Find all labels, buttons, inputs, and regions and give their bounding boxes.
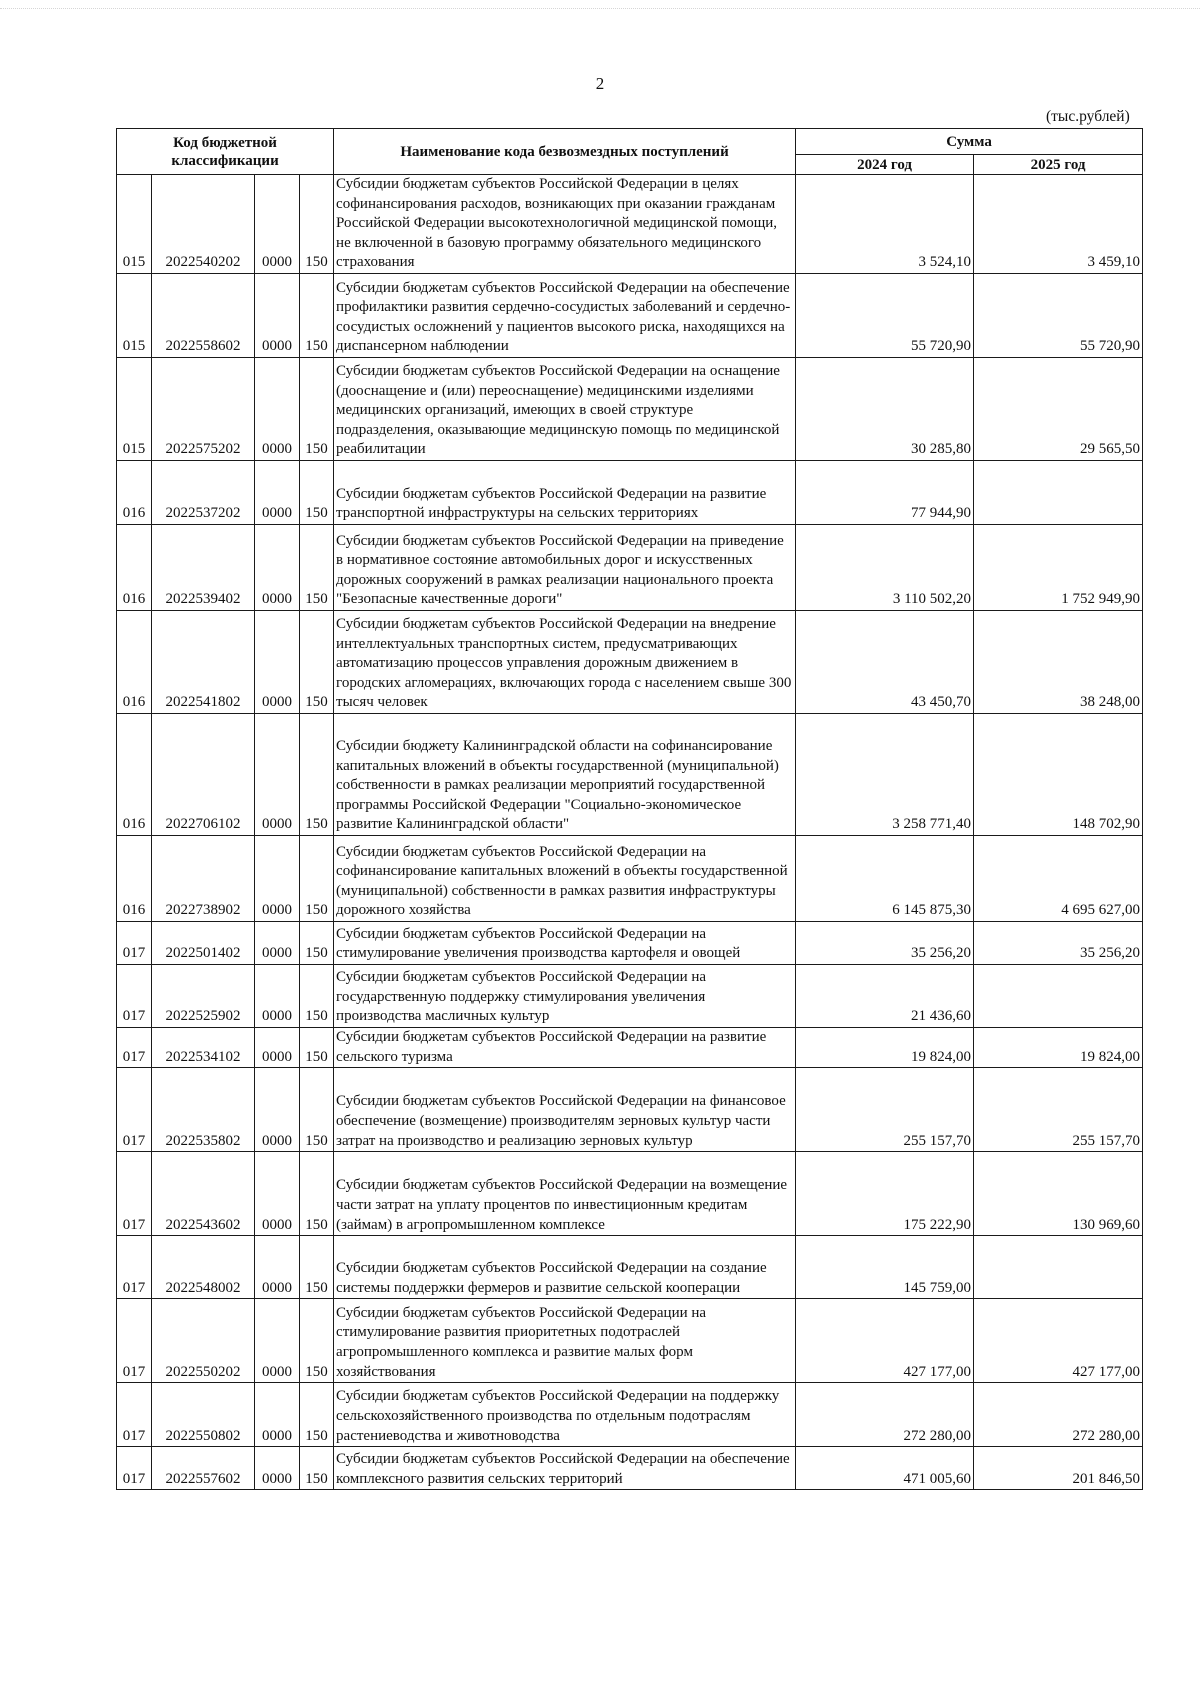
program-code-cell: 0000	[255, 1027, 300, 1067]
admin-code-cell: 015	[117, 357, 152, 460]
description-cell: Субсидии бюджетам субъектов Российской Федерации на софинансирование капитальных вложений в объекты государственной (муниципальной) собственности в рамках развития инфраструктуры дорожного хозяйства	[334, 835, 796, 921]
table-row	[117, 1236, 1143, 1299]
description-cell: Субсидии бюджетам субъектов Российской Федерации на стимулирование увеличения производства картофеля и овощей	[334, 921, 796, 964]
budget-code-cell: 2022550802	[152, 1383, 255, 1447]
header-year-2025: 2025 год	[974, 155, 1143, 175]
admin-code-cell: 017	[117, 1299, 152, 1383]
program-code-cell: 0000	[255, 1383, 300, 1447]
sum-2025-cell: 4 695 627,00	[974, 835, 1143, 921]
sum-2024-cell: 21 436,60	[796, 964, 974, 1027]
sum-2024-cell: 35 256,20	[796, 921, 974, 964]
program-code-cell: 0000	[255, 921, 300, 964]
budget-code-cell: 2022543602	[152, 1152, 255, 1236]
sum-2025-cell: 201 846,50	[974, 1447, 1143, 1490]
program-code-cell: 0000	[255, 964, 300, 1027]
description-cell: Субсидии бюджету Калининградской области на софинансирование капитальных вложений в объекты государственной (муниципальной) собственности в рамках реализации мероприятий государственной программы Российской Федерации "Социально-экономическое развитие Калининградской области"	[334, 713, 796, 835]
budget-code-cell: 2022539402	[152, 524, 255, 610]
program-code-cell: 0000	[255, 175, 300, 274]
budget-code-cell: 2022537202	[152, 460, 255, 524]
description-cell: Субсидии бюджетам субъектов Российской Федерации на развитие транспортной инфраструктуры на сельских территориях	[334, 460, 796, 524]
table-body	[117, 175, 1143, 1490]
program-code-cell: 0000	[255, 713, 300, 835]
header-sum: Сумма	[796, 129, 1143, 155]
sum-2024-cell: 175 222,90	[796, 1152, 974, 1236]
econ-code-cell: 150	[300, 610, 334, 713]
econ-code-cell: 150	[300, 964, 334, 1027]
econ-code-cell: 150	[300, 1152, 334, 1236]
description-cell: Субсидии бюджетам субъектов Российской Федерации на внедрение интеллектуальных транспортных систем, предусматривающих автоматизацию процессов управления дорожным движением в городских агломерациях, включающих города с населением свыше 300 тысяч человек	[334, 610, 796, 713]
admin-code-cell: 017	[117, 1447, 152, 1490]
econ-code-cell: 150	[300, 175, 334, 274]
budget-code-cell: 2022557602	[152, 1447, 255, 1490]
econ-code-cell: 150	[300, 1447, 334, 1490]
table-row	[117, 524, 1143, 610]
admin-code-cell: 017	[117, 1152, 152, 1236]
program-code-cell: 0000	[255, 1152, 300, 1236]
econ-code-cell: 150	[300, 1068, 334, 1152]
table-row	[117, 460, 1143, 524]
table-row	[117, 357, 1143, 460]
table-row	[117, 1383, 1143, 1447]
econ-code-cell: 150	[300, 1299, 334, 1383]
header-code-group: Код бюджетной классификации	[117, 129, 334, 175]
sum-2025-cell: 3 459,10	[974, 175, 1143, 274]
table-row	[117, 610, 1143, 713]
program-code-cell: 0000	[255, 524, 300, 610]
program-code-cell: 0000	[255, 1299, 300, 1383]
admin-code-cell: 015	[117, 175, 152, 274]
admin-code-cell: 017	[117, 921, 152, 964]
econ-code-cell: 150	[300, 835, 334, 921]
sum-2025-cell: 272 280,00	[974, 1383, 1143, 1447]
sum-2025-cell: 19 824,00	[974, 1027, 1143, 1067]
admin-code-cell: 017	[117, 1068, 152, 1152]
admin-code-cell: 015	[117, 273, 152, 357]
admin-code-cell: 017	[117, 1027, 152, 1067]
description-cell: Субсидии бюджетам субъектов Российской Федерации на создание системы поддержки фермеров и развитие сельской кооперации	[334, 1236, 796, 1299]
description-cell: Субсидии бюджетам субъектов Российской Федерации на государственную поддержку стимулирования увеличения производства масличных культур	[334, 964, 796, 1027]
description-cell: Субсидии бюджетам субъектов Российской Федерации на оснащение (дооснащение и (или) переоснащение) медицинскими изделиями медицинских организаций, имеющих в своей структуре подразделения, оказывающие медицинскую помощь по медицинской реабилитации	[334, 357, 796, 460]
sum-2025-cell	[974, 1236, 1143, 1299]
header-year-2024: 2024 год	[796, 155, 974, 175]
sum-2025-cell: 1 752 949,90	[974, 524, 1143, 610]
description-cell: Субсидии бюджетам субъектов Российской Федерации на приведение в нормативное состояние автомобильных дорог и искусственных дорожных сооружений в рамках реализации национального проекта "Безопасные качественные дороги"	[334, 524, 796, 610]
description-cell: Субсидии бюджетам субъектов Российской Федерации на поддержку сельскохозяйственного производства по отдельным подотраслям растениеводства и животноводства	[334, 1383, 796, 1447]
budget-code-cell: 2022706102	[152, 713, 255, 835]
sum-2024-cell: 77 944,90	[796, 460, 974, 524]
econ-code-cell: 150	[300, 273, 334, 357]
sum-2025-cell: 55 720,90	[974, 273, 1143, 357]
budget-code-cell: 2022540202	[152, 175, 255, 274]
description-cell: Субсидии бюджетам субъектов Российской Федерации на развитие сельского туризма	[334, 1027, 796, 1067]
description-cell: Субсидии бюджетам субъектов Российской Федерации на финансовое обеспечение (возмещение) производителям зерновых культур части затрат на производство и реализацию зерновых культур	[334, 1068, 796, 1152]
description-cell: Субсидии бюджетам субъектов Российской Федерации на обеспечение профилактики развития сердечно-сосудистых заболеваний и сердечно-сосудистых осложнений у пациентов высокого риска, находящихся на диспансерном наблюдении	[334, 273, 796, 357]
budget-code-cell: 2022558602	[152, 273, 255, 357]
table-row	[117, 964, 1143, 1027]
page-number: 2	[595, 74, 605, 93]
sum-2025-cell: 427 177,00	[974, 1299, 1143, 1383]
table-row	[117, 921, 1143, 964]
budget-code-cell: 2022575202	[152, 357, 255, 460]
econ-code-cell: 150	[300, 1236, 334, 1299]
program-code-cell: 0000	[255, 357, 300, 460]
table-row	[117, 713, 1143, 835]
sum-2025-cell: 130 969,60	[974, 1152, 1143, 1236]
table-row	[117, 1299, 1143, 1383]
sum-2024-cell: 43 450,70	[796, 610, 974, 713]
econ-code-cell: 150	[300, 357, 334, 460]
econ-code-cell: 150	[300, 524, 334, 610]
units-label: (тыс.рублей)	[1046, 108, 1130, 125]
admin-code-cell: 016	[117, 460, 152, 524]
program-code-cell: 0000	[255, 460, 300, 524]
program-code-cell: 0000	[255, 610, 300, 713]
sum-2024-cell: 145 759,00	[796, 1236, 974, 1299]
budget-code-cell: 2022525902	[152, 964, 255, 1027]
admin-code-cell: 016	[117, 713, 152, 835]
program-code-cell: 0000	[255, 1447, 300, 1490]
admin-code-cell: 016	[117, 835, 152, 921]
description-cell: Субсидии бюджетам субъектов Российской Федерации на стимулирование развития приоритетных подотраслей агропромышленного комплекса и развитие малых форм хозяйствования	[334, 1299, 796, 1383]
econ-code-cell: 150	[300, 460, 334, 524]
table-row	[117, 835, 1143, 921]
table-row	[117, 1068, 1143, 1152]
sum-2024-cell: 3 110 502,20	[796, 524, 974, 610]
econ-code-cell: 150	[300, 921, 334, 964]
sum-2025-cell: 38 248,00	[974, 610, 1143, 713]
budget-table	[116, 128, 1143, 1490]
sum-2024-cell: 272 280,00	[796, 1383, 974, 1447]
table-row	[117, 1447, 1143, 1490]
sum-2025-cell: 148 702,90	[974, 713, 1143, 835]
admin-code-cell: 017	[117, 964, 152, 1027]
table-row	[117, 1152, 1143, 1236]
budget-code-cell: 2022548002	[152, 1236, 255, 1299]
description-cell: Субсидии бюджетам субъектов Российской Федерации на обеспечение комплексного развития сельских территорий	[334, 1447, 796, 1490]
program-code-cell: 0000	[255, 273, 300, 357]
sum-2025-cell: 35 256,20	[974, 921, 1143, 964]
table-row	[117, 273, 1143, 357]
sum-2024-cell: 3 524,10	[796, 175, 974, 274]
sum-2025-cell	[974, 964, 1143, 1027]
budget-code-cell: 2022501402	[152, 921, 255, 964]
sum-2024-cell: 55 720,90	[796, 273, 974, 357]
program-code-cell: 0000	[255, 835, 300, 921]
sum-2024-cell: 427 177,00	[796, 1299, 974, 1383]
sum-2024-cell: 6 145 875,30	[796, 835, 974, 921]
sum-2025-cell	[974, 460, 1143, 524]
budget-code-cell: 2022738902	[152, 835, 255, 921]
sum-2024-cell: 19 824,00	[796, 1027, 974, 1067]
budget-code-cell: 2022550202	[152, 1299, 255, 1383]
header-name: Наименование кода безвозмездных поступлений	[334, 129, 796, 175]
admin-code-cell: 016	[117, 524, 152, 610]
sum-2025-cell: 255 157,70	[974, 1068, 1143, 1152]
sum-2025-cell: 29 565,50	[974, 357, 1143, 460]
sum-2024-cell: 471 005,60	[796, 1447, 974, 1490]
scan-noise-line	[0, 8, 1200, 15]
program-code-cell: 0000	[255, 1068, 300, 1152]
sum-2024-cell: 255 157,70	[796, 1068, 974, 1152]
econ-code-cell: 150	[300, 1383, 334, 1447]
budget-code-cell: 2022541802	[152, 610, 255, 713]
budget-code-cell: 2022534102	[152, 1027, 255, 1067]
sum-2024-cell: 30 285,80	[796, 357, 974, 460]
description-cell: Субсидии бюджетам субъектов Российской Федерации на возмещение части затрат на уплату процентов по инвестиционным кредитам (займам) в агропромышленном комплексе	[334, 1152, 796, 1236]
admin-code-cell: 017	[117, 1383, 152, 1447]
econ-code-cell: 150	[300, 713, 334, 835]
description-cell: Субсидии бюджетам субъектов Российской Федерации в целях софинансирования расходов, возникающих при оказании гражданам Российской Федерации высокотехнологичной медицинской помощи, не включенной в базовую программу обязательного медицинского страхования	[334, 175, 796, 274]
econ-code-cell: 150	[300, 1027, 334, 1067]
table-row	[117, 175, 1143, 274]
sum-2024-cell: 3 258 771,40	[796, 713, 974, 835]
table-row	[117, 1027, 1143, 1067]
program-code-cell: 0000	[255, 1236, 300, 1299]
admin-code-cell: 016	[117, 610, 152, 713]
budget-code-cell: 2022535802	[152, 1068, 255, 1152]
admin-code-cell: 017	[117, 1236, 152, 1299]
